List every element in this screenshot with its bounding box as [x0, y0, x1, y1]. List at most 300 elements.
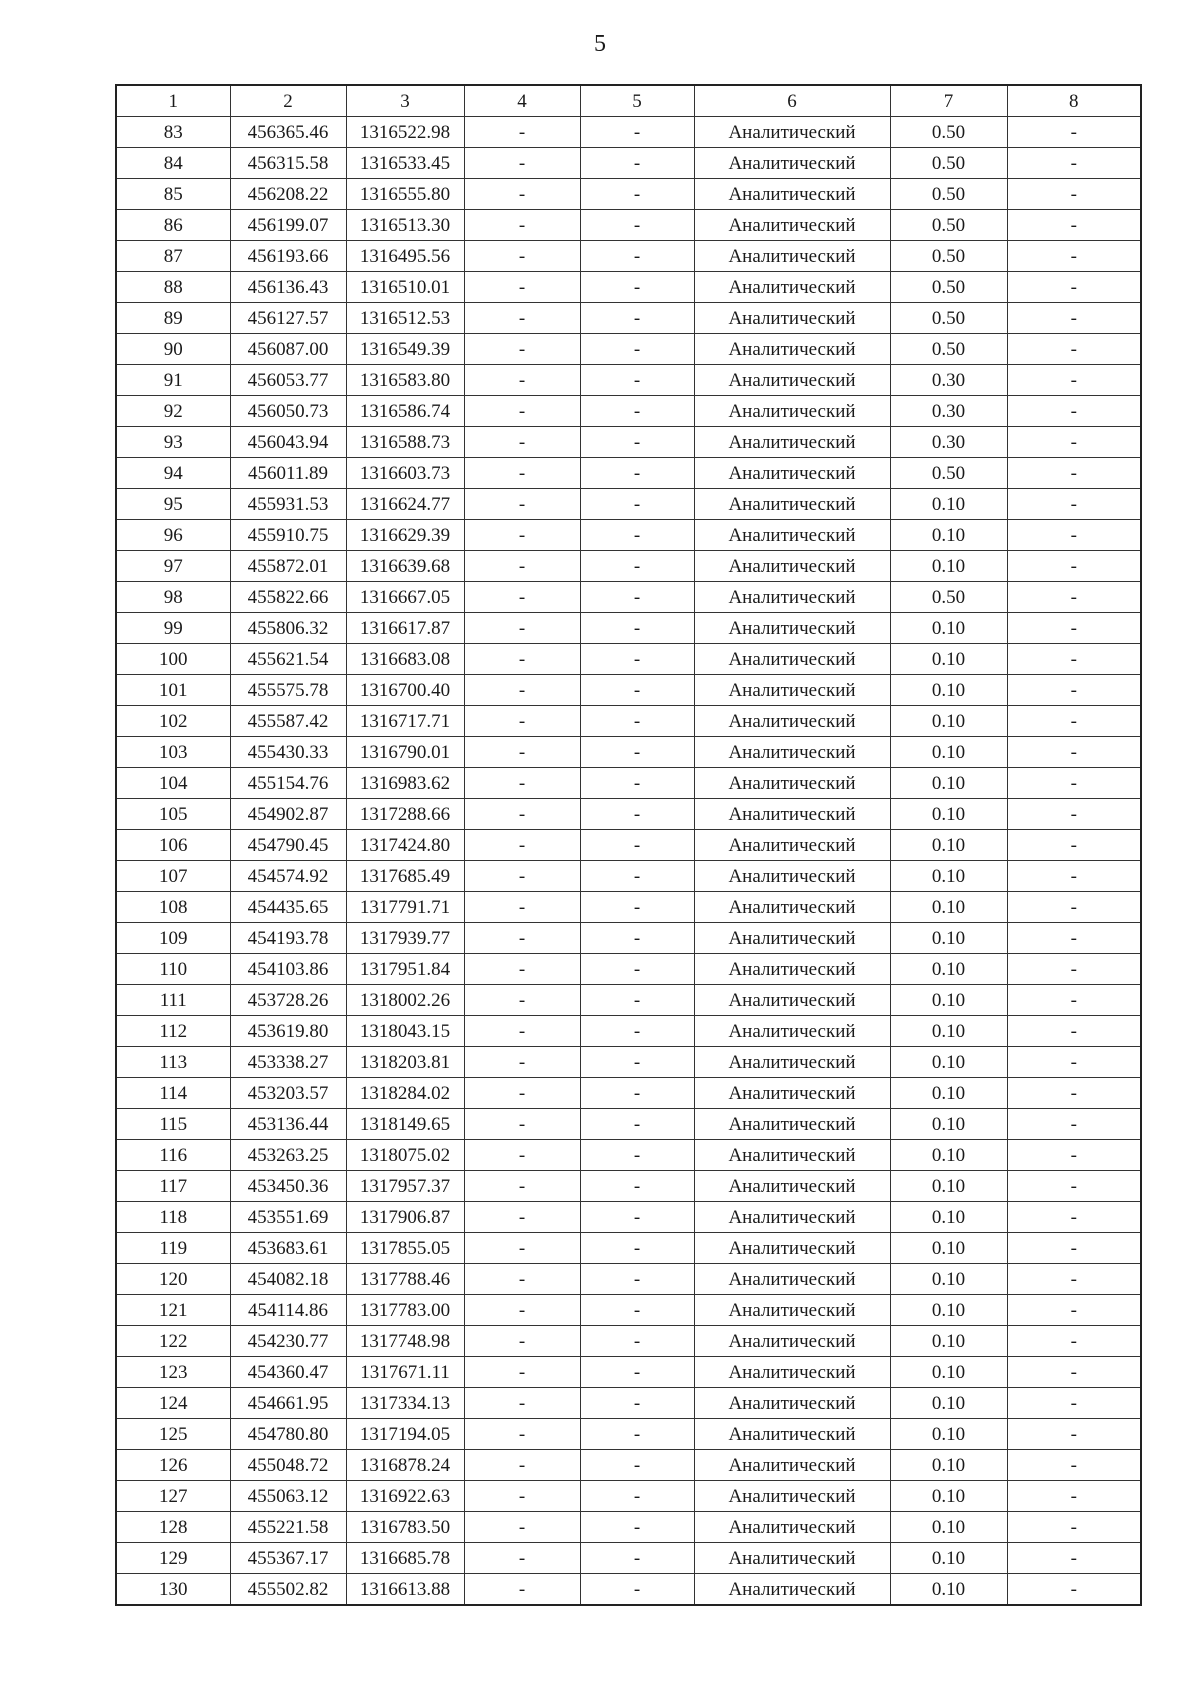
y-coordinate-cell: 1318203.81 [346, 1047, 464, 1078]
accuracy-cell: 0.50 [890, 272, 1007, 303]
table-row [116, 179, 1141, 210]
x-coordinate-cell: 455502.82 [230, 1574, 346, 1606]
y-coordinate-cell: 1317671.11 [346, 1357, 464, 1388]
header-cell: 2 [230, 85, 346, 117]
column-4-cell: - [464, 1295, 580, 1326]
x-coordinate-cell: 456193.66 [230, 241, 346, 272]
method-cell: Аналитический [694, 117, 890, 148]
column-5-cell: - [580, 210, 694, 241]
x-coordinate-cell: 454193.78 [230, 923, 346, 954]
x-coordinate-cell: 453136.44 [230, 1109, 346, 1140]
x-coordinate-cell: 456043.94 [230, 427, 346, 458]
column-4-cell: - [464, 1264, 580, 1295]
column-8-cell: - [1007, 985, 1141, 1016]
accuracy-cell: 0.10 [890, 1326, 1007, 1357]
accuracy-cell: 0.50 [890, 179, 1007, 210]
column-5-cell: - [580, 768, 694, 799]
method-cell: Аналитический [694, 334, 890, 365]
column-4-cell: - [464, 923, 580, 954]
y-coordinate-cell: 1316922.63 [346, 1481, 464, 1512]
accuracy-cell: 0.10 [890, 985, 1007, 1016]
accuracy-cell: 0.10 [890, 1543, 1007, 1574]
y-coordinate-cell: 1316583.80 [346, 365, 464, 396]
table-row [116, 1233, 1141, 1264]
y-coordinate-cell: 1316588.73 [346, 427, 464, 458]
accuracy-cell: 0.10 [890, 520, 1007, 551]
method-cell: Аналитический [694, 1388, 890, 1419]
x-coordinate-cell: 455872.01 [230, 551, 346, 582]
y-coordinate-cell: 1317855.05 [346, 1233, 464, 1264]
column-8-cell: - [1007, 768, 1141, 799]
column-8-cell: - [1007, 706, 1141, 737]
table-row [116, 1574, 1141, 1606]
method-cell: Аналитический [694, 1047, 890, 1078]
header-cell: 5 [580, 85, 694, 117]
column-8-cell: - [1007, 1295, 1141, 1326]
accuracy-cell: 0.50 [890, 241, 1007, 272]
accuracy-cell: 0.10 [890, 1047, 1007, 1078]
column-4-cell: - [464, 1326, 580, 1357]
column-5-cell: - [580, 551, 694, 582]
coordinates-table [115, 84, 1142, 1606]
x-coordinate-cell: 456050.73 [230, 396, 346, 427]
point-number-cell: 116 [116, 1140, 230, 1171]
y-coordinate-cell: 1318075.02 [346, 1140, 464, 1171]
table-row [116, 1388, 1141, 1419]
column-4-cell: - [464, 365, 580, 396]
column-5-cell: - [580, 396, 694, 427]
column-8-cell: - [1007, 489, 1141, 520]
column-8-cell: - [1007, 892, 1141, 923]
header-cell: 6 [694, 85, 890, 117]
table-row [116, 1326, 1141, 1357]
table-row [116, 768, 1141, 799]
column-4-cell: - [464, 396, 580, 427]
method-cell: Аналитический [694, 1481, 890, 1512]
column-4-cell: - [464, 1357, 580, 1388]
table-row [116, 1450, 1141, 1481]
x-coordinate-cell: 456199.07 [230, 210, 346, 241]
column-4-cell: - [464, 830, 580, 861]
y-coordinate-cell: 1317791.71 [346, 892, 464, 923]
y-coordinate-cell: 1316667.05 [346, 582, 464, 613]
column-8-cell: - [1007, 1450, 1141, 1481]
point-number-cell: 94 [116, 458, 230, 489]
table-row [116, 1264, 1141, 1295]
column-8-cell: - [1007, 1357, 1141, 1388]
y-coordinate-cell: 1316624.77 [346, 489, 464, 520]
y-coordinate-cell: 1316639.68 [346, 551, 464, 582]
x-coordinate-cell: 455806.32 [230, 613, 346, 644]
point-number-cell: 108 [116, 892, 230, 923]
point-number-cell: 106 [116, 830, 230, 861]
header-cell: 7 [890, 85, 1007, 117]
point-number-cell: 122 [116, 1326, 230, 1357]
column-5-cell: - [580, 644, 694, 675]
x-coordinate-cell: 454661.95 [230, 1388, 346, 1419]
column-5-cell: - [580, 1078, 694, 1109]
method-cell: Аналитический [694, 396, 890, 427]
column-4-cell: - [464, 706, 580, 737]
column-5-cell: - [580, 830, 694, 861]
column-8-cell: - [1007, 1512, 1141, 1543]
column-8-cell: - [1007, 272, 1141, 303]
accuracy-cell: 0.50 [890, 210, 1007, 241]
column-8-cell: - [1007, 1202, 1141, 1233]
point-number-cell: 88 [116, 272, 230, 303]
point-number-cell: 102 [116, 706, 230, 737]
table-row [116, 1295, 1141, 1326]
column-4-cell: - [464, 303, 580, 334]
method-cell: Аналитический [694, 179, 890, 210]
column-8-cell: - [1007, 1047, 1141, 1078]
x-coordinate-cell: 454082.18 [230, 1264, 346, 1295]
column-8-cell: - [1007, 1543, 1141, 1574]
column-8-cell: - [1007, 458, 1141, 489]
method-cell: Аналитический [694, 1016, 890, 1047]
y-coordinate-cell: 1316617.87 [346, 613, 464, 644]
column-4-cell: - [464, 272, 580, 303]
table-row [116, 334, 1141, 365]
x-coordinate-cell: 454435.65 [230, 892, 346, 923]
accuracy-cell: 0.10 [890, 861, 1007, 892]
method-cell: Аналитический [694, 1512, 890, 1543]
y-coordinate-cell: 1316495.56 [346, 241, 464, 272]
column-4-cell: - [464, 241, 580, 272]
accuracy-cell: 0.10 [890, 644, 1007, 675]
method-cell: Аналитический [694, 644, 890, 675]
column-8-cell: - [1007, 1264, 1141, 1295]
point-number-cell: 109 [116, 923, 230, 954]
table-row [116, 148, 1141, 179]
column-8-cell: - [1007, 365, 1141, 396]
accuracy-cell: 0.10 [890, 1016, 1007, 1047]
column-4-cell: - [464, 1140, 580, 1171]
column-5-cell: - [580, 1512, 694, 1543]
column-8-cell: - [1007, 644, 1141, 675]
accuracy-cell: 0.10 [890, 706, 1007, 737]
table-row [116, 613, 1141, 644]
method-cell: Аналитический [694, 799, 890, 830]
column-8-cell: - [1007, 737, 1141, 768]
column-4-cell: - [464, 210, 580, 241]
point-number-cell: 117 [116, 1171, 230, 1202]
y-coordinate-cell: 1317783.00 [346, 1295, 464, 1326]
table-row [116, 954, 1141, 985]
y-coordinate-cell: 1317788.46 [346, 1264, 464, 1295]
table-row [116, 458, 1141, 489]
column-8-cell: - [1007, 1016, 1141, 1047]
point-number-cell: 91 [116, 365, 230, 396]
table-row [116, 303, 1141, 334]
y-coordinate-cell: 1316549.39 [346, 334, 464, 365]
table-row [116, 644, 1141, 675]
y-coordinate-cell: 1317748.98 [346, 1326, 464, 1357]
y-coordinate-cell: 1316878.24 [346, 1450, 464, 1481]
accuracy-cell: 0.10 [890, 1481, 1007, 1512]
table-row [116, 1543, 1141, 1574]
point-number-cell: 119 [116, 1233, 230, 1264]
point-number-cell: 84 [116, 148, 230, 179]
column-4-cell: - [464, 1481, 580, 1512]
x-coordinate-cell: 455063.12 [230, 1481, 346, 1512]
point-number-cell: 129 [116, 1543, 230, 1574]
column-4-cell: - [464, 1202, 580, 1233]
accuracy-cell: 0.10 [890, 1078, 1007, 1109]
x-coordinate-cell: 454790.45 [230, 830, 346, 861]
method-cell: Аналитический [694, 427, 890, 458]
column-8-cell: - [1007, 427, 1141, 458]
accuracy-cell: 0.10 [890, 675, 1007, 706]
x-coordinate-cell: 455910.75 [230, 520, 346, 551]
method-cell: Аналитический [694, 613, 890, 644]
method-cell: Аналитический [694, 1078, 890, 1109]
accuracy-cell: 0.10 [890, 1450, 1007, 1481]
column-8-cell: - [1007, 179, 1141, 210]
column-8-cell: - [1007, 1481, 1141, 1512]
x-coordinate-cell: 456087.00 [230, 334, 346, 365]
column-5-cell: - [580, 427, 694, 458]
column-4-cell: - [464, 489, 580, 520]
column-5-cell: - [580, 303, 694, 334]
column-8-cell: - [1007, 1326, 1141, 1357]
method-cell: Аналитический [694, 272, 890, 303]
point-number-cell: 105 [116, 799, 230, 830]
point-number-cell: 96 [116, 520, 230, 551]
point-number-cell: 121 [116, 1295, 230, 1326]
table-row [116, 396, 1141, 427]
point-number-cell: 90 [116, 334, 230, 365]
column-8-cell: - [1007, 117, 1141, 148]
column-4-cell: - [464, 458, 580, 489]
column-8-cell: - [1007, 1109, 1141, 1140]
column-5-cell: - [580, 799, 694, 830]
column-4-cell: - [464, 1450, 580, 1481]
point-number-cell: 123 [116, 1357, 230, 1388]
method-cell: Аналитический [694, 520, 890, 551]
column-5-cell: - [580, 1543, 694, 1574]
y-coordinate-cell: 1316522.98 [346, 117, 464, 148]
column-5-cell: - [580, 985, 694, 1016]
column-5-cell: - [580, 1047, 694, 1078]
page-number: 5 [594, 31, 606, 57]
point-number-cell: 113 [116, 1047, 230, 1078]
column-4-cell: - [464, 582, 580, 613]
column-4-cell: - [464, 1171, 580, 1202]
column-4-cell: - [464, 644, 580, 675]
column-5-cell: - [580, 241, 694, 272]
y-coordinate-cell: 1317334.13 [346, 1388, 464, 1419]
table-row [116, 551, 1141, 582]
y-coordinate-cell: 1316717.71 [346, 706, 464, 737]
column-4-cell: - [464, 117, 580, 148]
y-coordinate-cell: 1316513.30 [346, 210, 464, 241]
column-4-cell: - [464, 613, 580, 644]
table-row [116, 582, 1141, 613]
table-row [116, 117, 1141, 148]
column-4-cell: - [464, 148, 580, 179]
method-cell: Аналитический [694, 148, 890, 179]
accuracy-cell: 0.10 [890, 613, 1007, 644]
column-8-cell: - [1007, 861, 1141, 892]
point-number-cell: 115 [116, 1109, 230, 1140]
column-5-cell: - [580, 923, 694, 954]
point-number-cell: 128 [116, 1512, 230, 1543]
x-coordinate-cell: 453338.27 [230, 1047, 346, 1078]
y-coordinate-cell: 1316586.74 [346, 396, 464, 427]
method-cell: Аналитический [694, 210, 890, 241]
accuracy-cell: 0.10 [890, 1419, 1007, 1450]
x-coordinate-cell: 456053.77 [230, 365, 346, 396]
x-coordinate-cell: 454360.47 [230, 1357, 346, 1388]
accuracy-cell: 0.50 [890, 148, 1007, 179]
column-5-cell: - [580, 1233, 694, 1264]
table-row [116, 1047, 1141, 1078]
column-4-cell: - [464, 1512, 580, 1543]
y-coordinate-cell: 1316700.40 [346, 675, 464, 706]
column-8-cell: - [1007, 582, 1141, 613]
accuracy-cell: 0.50 [890, 117, 1007, 148]
table-header [116, 85, 1141, 117]
point-number-cell: 100 [116, 644, 230, 675]
method-cell: Аналитический [694, 954, 890, 985]
column-4-cell: - [464, 551, 580, 582]
method-cell: Аналитический [694, 737, 890, 768]
point-number-cell: 92 [116, 396, 230, 427]
column-4-cell: - [464, 1574, 580, 1606]
column-4-cell: - [464, 1016, 580, 1047]
y-coordinate-cell: 1317939.77 [346, 923, 464, 954]
method-cell: Аналитический [694, 861, 890, 892]
table-row [116, 1171, 1141, 1202]
point-number-cell: 97 [116, 551, 230, 582]
x-coordinate-cell: 454902.87 [230, 799, 346, 830]
column-8-cell: - [1007, 148, 1141, 179]
column-8-cell: - [1007, 923, 1141, 954]
x-coordinate-cell: 453263.25 [230, 1140, 346, 1171]
point-number-cell: 126 [116, 1450, 230, 1481]
column-5-cell: - [580, 1171, 694, 1202]
point-number-cell: 86 [116, 210, 230, 241]
column-4-cell: - [464, 985, 580, 1016]
x-coordinate-cell: 453683.61 [230, 1233, 346, 1264]
column-8-cell: - [1007, 1078, 1141, 1109]
accuracy-cell: 0.10 [890, 1140, 1007, 1171]
y-coordinate-cell: 1318043.15 [346, 1016, 464, 1047]
column-5-cell: - [580, 334, 694, 365]
column-4-cell: - [464, 892, 580, 923]
accuracy-cell: 0.50 [890, 334, 1007, 365]
x-coordinate-cell: 456365.46 [230, 117, 346, 148]
method-cell: Аналитический [694, 458, 890, 489]
y-coordinate-cell: 1316790.01 [346, 737, 464, 768]
column-8-cell: - [1007, 799, 1141, 830]
x-coordinate-cell: 453619.80 [230, 1016, 346, 1047]
column-5-cell: - [580, 1574, 694, 1606]
point-number-cell: 111 [116, 985, 230, 1016]
column-8-cell: - [1007, 1140, 1141, 1171]
column-4-cell: - [464, 1078, 580, 1109]
table-row [116, 427, 1141, 458]
x-coordinate-cell: 455587.42 [230, 706, 346, 737]
column-5-cell: - [580, 272, 694, 303]
column-8-cell: - [1007, 210, 1141, 241]
accuracy-cell: 0.10 [890, 551, 1007, 582]
y-coordinate-cell: 1316983.62 [346, 768, 464, 799]
column-5-cell: - [580, 582, 694, 613]
column-4-cell: - [464, 737, 580, 768]
method-cell: Аналитический [694, 1202, 890, 1233]
method-cell: Аналитический [694, 923, 890, 954]
column-8-cell: - [1007, 1574, 1141, 1606]
column-8-cell: - [1007, 551, 1141, 582]
column-8-cell: - [1007, 1419, 1141, 1450]
table-row [116, 241, 1141, 272]
column-5-cell: - [580, 892, 694, 923]
x-coordinate-cell: 454114.86 [230, 1295, 346, 1326]
x-coordinate-cell: 454780.80 [230, 1419, 346, 1450]
table-row [116, 1109, 1141, 1140]
x-coordinate-cell: 455048.72 [230, 1450, 346, 1481]
column-4-cell: - [464, 427, 580, 458]
y-coordinate-cell: 1316613.88 [346, 1574, 464, 1606]
table-row [116, 1078, 1141, 1109]
column-5-cell: - [580, 148, 694, 179]
column-5-cell: - [580, 117, 694, 148]
accuracy-cell: 0.10 [890, 1171, 1007, 1202]
table-row [116, 799, 1141, 830]
y-coordinate-cell: 1318284.02 [346, 1078, 464, 1109]
column-5-cell: - [580, 458, 694, 489]
x-coordinate-cell: 456011.89 [230, 458, 346, 489]
accuracy-cell: 0.10 [890, 923, 1007, 954]
point-number-cell: 130 [116, 1574, 230, 1606]
table-row [116, 1140, 1141, 1171]
table-row [116, 892, 1141, 923]
table-row [116, 923, 1141, 954]
method-cell: Аналитический [694, 489, 890, 520]
method-cell: Аналитический [694, 303, 890, 334]
method-cell: Аналитический [694, 1109, 890, 1140]
column-5-cell: - [580, 954, 694, 985]
method-cell: Аналитический [694, 241, 890, 272]
accuracy-cell: 0.10 [890, 1109, 1007, 1140]
x-coordinate-cell: 453728.26 [230, 985, 346, 1016]
column-4-cell: - [464, 1543, 580, 1574]
y-coordinate-cell: 1316629.39 [346, 520, 464, 551]
accuracy-cell: 0.10 [890, 1357, 1007, 1388]
column-8-cell: - [1007, 1171, 1141, 1202]
y-coordinate-cell: 1318149.65 [346, 1109, 464, 1140]
column-5-cell: - [580, 1140, 694, 1171]
column-8-cell: - [1007, 396, 1141, 427]
column-5-cell: - [580, 737, 694, 768]
header-cell: 1 [116, 85, 230, 117]
column-5-cell: - [580, 675, 694, 706]
column-5-cell: - [580, 520, 694, 551]
accuracy-cell: 0.30 [890, 365, 1007, 396]
point-number-cell: 114 [116, 1078, 230, 1109]
column-4-cell: - [464, 1388, 580, 1419]
point-number-cell: 110 [116, 954, 230, 985]
accuracy-cell: 0.10 [890, 892, 1007, 923]
accuracy-cell: 0.10 [890, 737, 1007, 768]
method-cell: Аналитический [694, 1295, 890, 1326]
accuracy-cell: 0.10 [890, 489, 1007, 520]
point-number-cell: 104 [116, 768, 230, 799]
method-cell: Аналитический [694, 582, 890, 613]
x-coordinate-cell: 456136.43 [230, 272, 346, 303]
